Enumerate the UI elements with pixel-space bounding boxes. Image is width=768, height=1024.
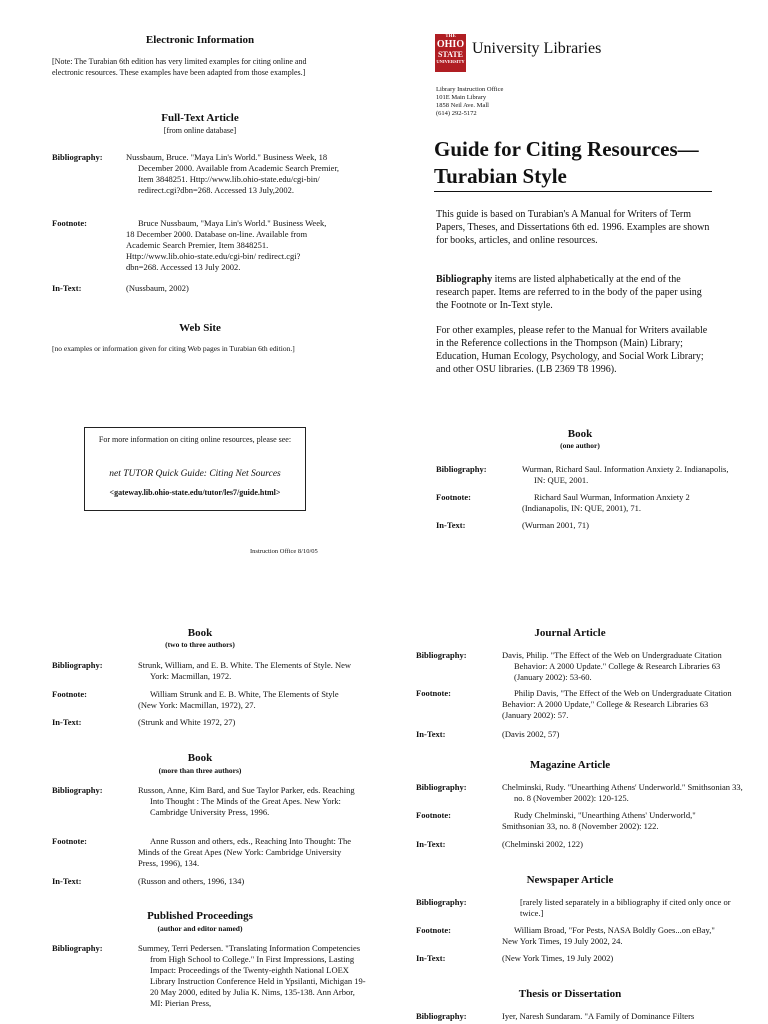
citation-label: In-Text: <box>52 876 82 886</box>
citation-label: Bibliography: <box>52 943 103 953</box>
electronic-heading: Electronic Information <box>145 34 255 46</box>
citation-text: Nussbaum, Bruce. "Maya Lin's World." Business Week, 18 December 2000. Available from Academic Search Premier, Item 3848251. Http://www.lib.ohio-state.edu/cgi-bin/ redirect.cgi?dbn=268. Accessed 13 July,2002. <box>126 152 340 195</box>
citation-text: [rarely listed separately in a bibliography if cited only once or twice.] <box>520 897 731 918</box>
citation-text: Russon, Anne, Kim Bard, and Sue Taylor Parker, eds. Reaching Into Thought : The Minds of the Great Apes. New York: Cambridge University Press, 1996. <box>138 785 355 817</box>
citation-label: Bibliography: <box>52 785 103 795</box>
citation-text: (New York Times, 19 July 2002) <box>502 953 614 963</box>
title-rule <box>434 191 712 192</box>
org-name: University Libraries <box>472 40 602 57</box>
thesis-heading: Thesis or Dissertation <box>518 988 622 1000</box>
book-many-authors-heading: Book <box>187 752 213 764</box>
address-line: 1858 Neil Ave. Mall <box>436 102 489 109</box>
citation-text: Strunk, William, and E. B. White. The Elements of Style. New York: Macmillan, 1972. <box>138 660 352 681</box>
book-one-author-heading: Book <box>567 428 593 440</box>
page-title-line1: Guide for Citing Resources— <box>434 137 699 161</box>
address-line: 101E Main Library <box>436 94 487 101</box>
citation-label: In-Text: <box>416 729 446 739</box>
citation-label: In-Text: <box>436 520 466 530</box>
citation-label: Bibliography: <box>52 660 103 670</box>
citation-text: Summey, Terri Pedersen. "Translating Information Competencies from High School to College." In First Impressions, Lasting Impact: Proceedings of the Twenty-eighth National LOEX Library Instruction Conference Held in Ypsilanti, Michigan 19-20 May 2000, edited by Julia K. Nims, 135-138. Ann Arbor, MI: Pierian Press, <box>138 943 366 1008</box>
citation-label: Bibliography: <box>436 464 487 474</box>
magazine-heading: Magazine Article <box>529 759 611 771</box>
proceedings-sub: (author and editor named) <box>157 924 243 933</box>
proceedings-heading: Published Proceedings <box>147 910 253 922</box>
citation-label: Footnote: <box>416 810 451 820</box>
citation-label: In-Text: <box>52 283 82 293</box>
citation-text: Philip Davis, "The Effect of the Web on Undergraduate Citation Behavior: A 2000 Update," College & Research Libraries 63 (January 2002): 57. <box>502 688 732 720</box>
citation-label: In-Text: <box>52 717 82 727</box>
citation-text: Chelminski, Rudy. "Unearthing Athens' Underworld." Smithsonian 33, no. 8 (November 2002): 120-125. <box>502 782 743 803</box>
citation-label: Footnote: <box>416 925 451 935</box>
citation-text: William Strunk and E. B. White, The Elements of Style (New York: Macmillan, 1972), 27. <box>138 689 339 710</box>
citation-label: Footnote: <box>416 688 451 698</box>
address-line: (614) 292-5172 <box>436 110 477 117</box>
citation-text: (Wurman 2001, 71) <box>522 520 589 530</box>
fulltext-heading: Full-Text Article <box>161 112 239 124</box>
book-one-author-sub: (one author) <box>560 441 600 450</box>
citation-text: Rudy Chelminski, "Unearthing Athens' Underworld," Smithsonian 33, no. 8 (November 2002): 122. <box>502 810 696 831</box>
citation-label: In-Text: <box>416 839 446 849</box>
citation-label: Footnote: <box>52 689 87 699</box>
book-two-authors-heading: Book <box>187 627 213 639</box>
page-title-line2: Turabian Style <box>434 164 567 188</box>
box-url[interactable]: <gateway.lib.ohio-state.edu/tutor/les7/guide.html> <box>109 488 281 497</box>
citation-text: Davis, Philip. "The Effect of the Web on Undergraduate Citation Behavior: A 2000 Update." College & Research Libraries 63 (January 2002): 53-60. <box>502 650 722 682</box>
citation-text: Richard Saul Wurman, Information Anxiety 2 (Indianapolis, IN: QUE, 2001), 71. <box>522 492 690 513</box>
citation-label: Footnote: <box>52 836 87 846</box>
citation-text: (Strunk and White 1972, 27) <box>138 717 236 727</box>
citation-label: Footnote: <box>436 492 471 502</box>
citation-text: (Russon and others, 1996, 134) <box>138 876 245 886</box>
online-resources-box <box>84 427 306 511</box>
other-examples-paragraph: For other examples, please refer to the Manual for Writers available in the Reference collections in the Thompson (Main) Library; Education, Human Ecology, Psychology, and Social Work Library; and other OSU libraries. (LB 2369 T8 1996). <box>436 325 708 375</box>
citation-text: Bruce Nussbaum, "Maya Lin's World." Business Week, 18 December 2000. Database on-line. Available from Academic Search Premier, Item 3848251. Http://www.lib.ohio-state.edu/cgi-bin/ redirect.cgi?dbn=268. Accessed 13 July 2002. <box>126 218 327 272</box>
bibliography-term: Bibliography <box>436 274 493 285</box>
citation-text: Anne Russon and others, eds., Reaching Into Thought: The Minds of the Great Apes (New York: Cambridge University Press, 1996), 134. <box>138 836 352 868</box>
citation-text: (Nussbaum, 2002) <box>126 283 189 293</box>
citation-label: In-Text: <box>416 953 446 963</box>
fulltext-subheading: [from online database] <box>163 126 237 135</box>
book-many-authors-sub: (more than three authors) <box>158 766 242 775</box>
website-note: [no examples or information given for citing Web pages in Turabian 6th edition.] <box>52 344 295 353</box>
office-address <box>436 86 636 118</box>
electronic-note: [Note: The Turabian 6th edition has very limited examples for citing online and electronic resources. These examples have been adapted from those examples.] <box>52 57 307 77</box>
citation-label: Bibliography: <box>416 1011 467 1021</box>
citation-text: (Davis 2002, 57) <box>502 729 560 739</box>
citation-label: Footnote: <box>52 218 87 228</box>
address-line: Library Instruction Office <box>436 86 504 93</box>
journal-heading: Journal Article <box>534 627 606 639</box>
osu-logo-icon: THE OHIO STATE UNIVERSITY <box>435 34 466 72</box>
box-intro: For more information on citing online resources, please see: <box>98 435 292 444</box>
website-heading: Web Site <box>179 322 221 334</box>
citation-text: William Broad, "For Pests, NASA Boldly Goes...on eBay," New York Times, 19 July 2002, 24. <box>502 925 715 946</box>
bibliography-explanation: items are listed alphabetically at the end of the research paper. Items are referred to in the body of the paper using the Footnote or In-Text style. <box>436 274 702 311</box>
footer-office-date: Instruction Office 8/10/05 <box>250 548 318 555</box>
citation-text: Wurman, Richard Saul. Information Anxiety 2. Indianapolis, IN: QUE, 2001. <box>522 464 729 485</box>
box-guide-title: net TUTOR Quick Guide: Citing Net Sources <box>109 469 281 479</box>
citation-label: Bibliography: <box>416 782 467 792</box>
newspaper-heading: Newspaper Article <box>526 874 614 886</box>
bibliography-paragraph <box>436 273 716 312</box>
citation-text: (Chelminski 2002, 122) <box>502 839 583 849</box>
citation-label: Bibliography: <box>416 897 467 907</box>
intro-paragraph: This guide is based on Turabian's A Manual for Writers of Term Papers, Theses, and Dissertations 6th ed. 1996. Examples are shown for books, articles, and online resources. <box>436 209 710 246</box>
book-two-authors-sub: (two to three authors) <box>165 640 235 649</box>
citation-text: Iyer, Naresh Sundaram. "A Family of Dominance Filters <box>502 1011 695 1021</box>
citation-label: Bibliography: <box>416 650 467 660</box>
citation-label: Bibliography: <box>52 152 103 162</box>
